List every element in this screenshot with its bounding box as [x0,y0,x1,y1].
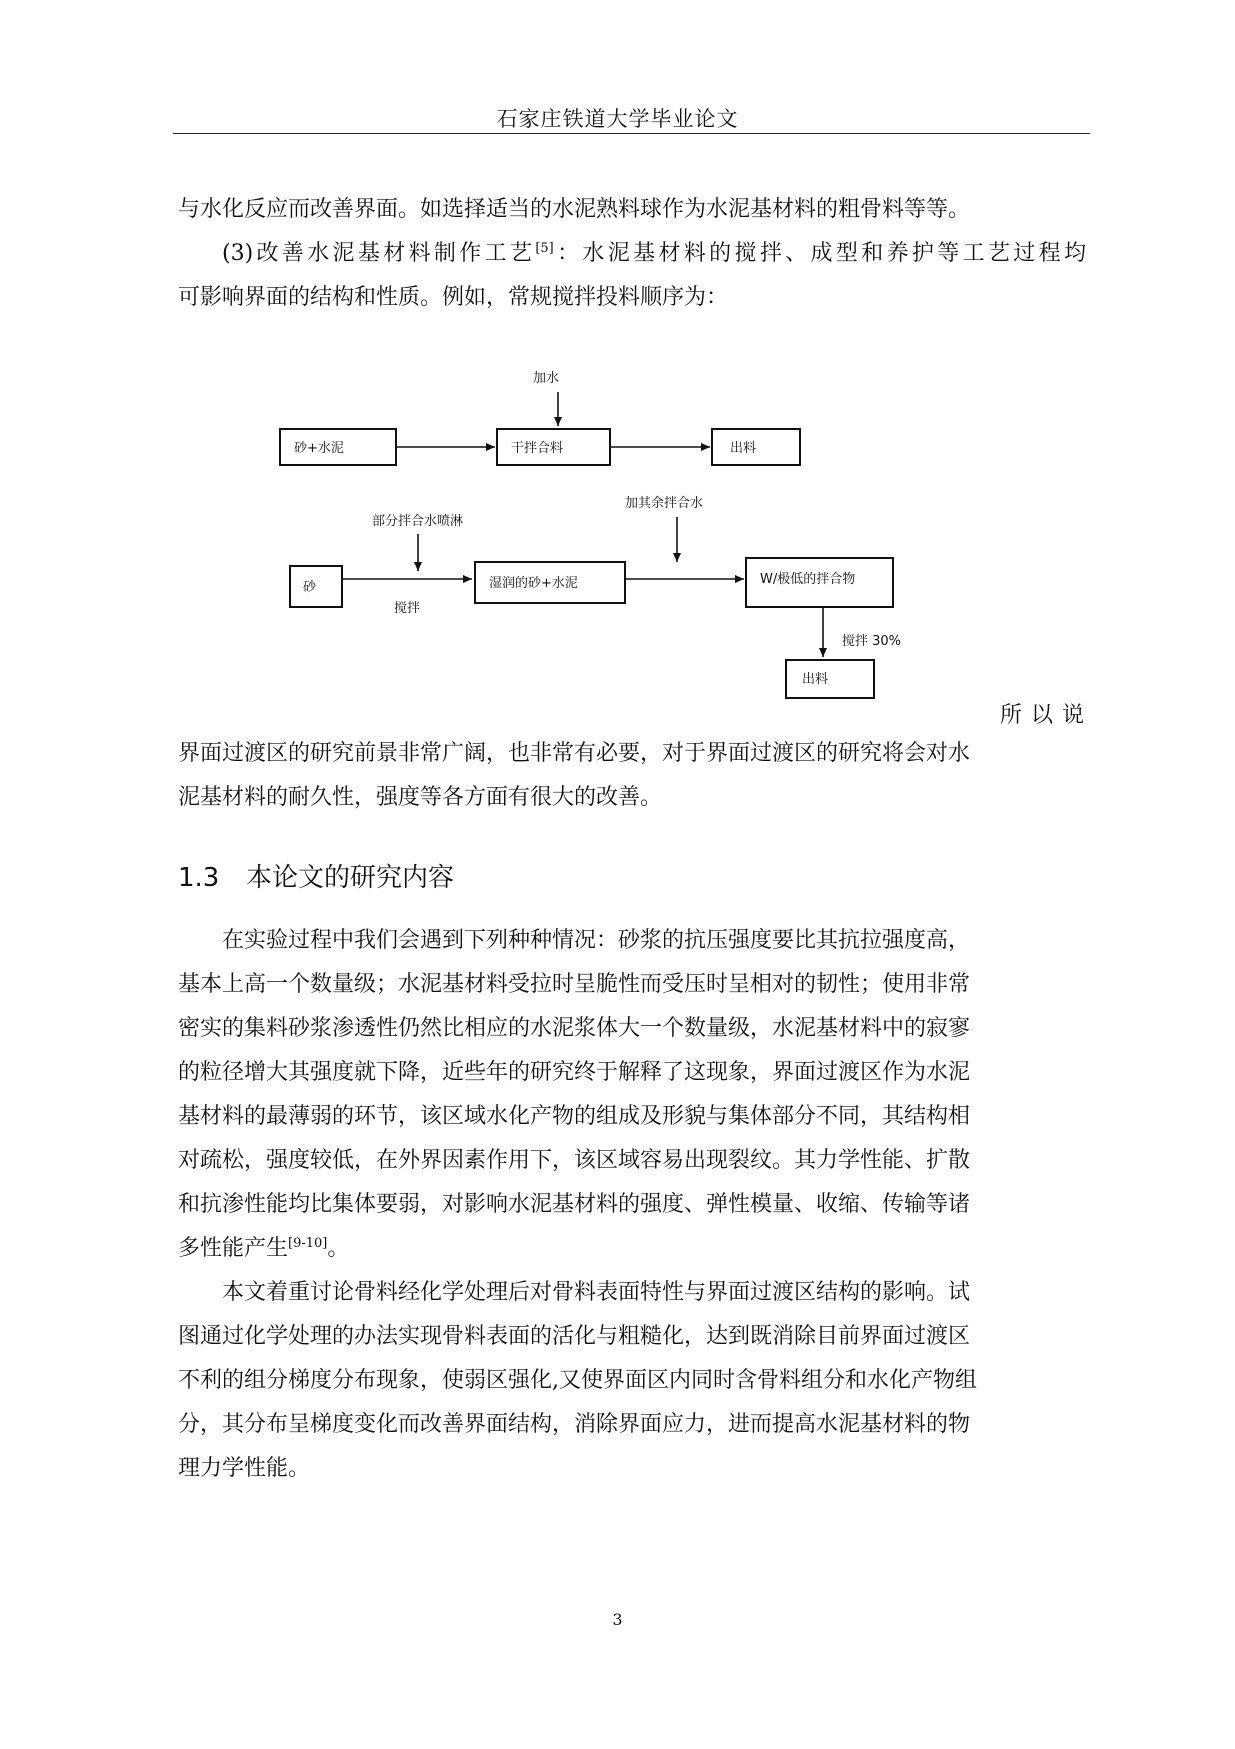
paragraph-line: 界面过渡区的研究前景非常广阔，也非常有必要，对于界面过渡区的研究将会对水 [178,741,971,766]
box-label: W/极低的拌合物 [760,572,856,587]
box-discharge [786,660,874,698]
text-run: 。 [327,1236,350,1261]
box-label: 湿润的砂+水泥 [489,576,578,591]
section-number: 1.3 [178,863,220,893]
paragraph-line: 在实验过程中我们会遇到下列种种情况：砂浆的抗压强度要比其抗拉强度高， [222,928,971,953]
box-label: 砂 [303,580,317,595]
paragraph-line: 可影响界面的结构和性质。例如，常规搅拌投料顺序为： [178,285,729,310]
mixing-flowchart [270,360,930,715]
box-label: 砂+水泥 [294,441,344,456]
paragraph-line: 和抗渗性能均比集体要弱，对影响水泥基材料的强度、弹性模量、收缩、传输等诸 [178,1192,971,1217]
label-stir: 搅拌 [394,601,421,616]
paragraph-line: 对疏松，强度较低，在外界因素作用下，该区域容易出现裂纹。其力学性能、扩散 [178,1148,971,1173]
label-spray-water: 部分拌合水喷淋 [372,514,464,529]
page-header-title: 石家庄铁道大学毕业论文 [496,107,739,131]
paragraph-line: 密实的集料砂浆渗透性仍然比相应的水泥浆体大一个数量级，水泥基材料中的寂寥 [178,1016,971,1041]
header-divider [173,133,1090,134]
paragraph-line: 的粒径增大其强度就下降，近些年的研究终于解释了这现象，界面过渡区作为水泥 [178,1060,971,1085]
paragraph-line: 理力学性能。 [178,1456,311,1481]
paragraph-line: 所以说 [1000,703,1094,728]
box-label: 出料 [802,672,829,687]
paragraph-line: 与水化反应而改善界面。如选择适当的水泥熟料球作为水泥基材料的粗骨料等等。 [178,197,971,222]
paragraph-line [178,1234,349,1264]
section-title: 本论文的研究内容 [246,863,455,893]
paragraph-line: 不利的组分梯度分布现象，使弱区强化,又使界面区内同时含骨料组分和水化产物组 [178,1368,977,1393]
text-run: ：水泥基材料的搅拌、成型和养护等工艺过程均 [553,241,1086,266]
citation-ref: [5] [535,241,554,256]
box-label: 出料 [730,441,757,456]
section-heading [178,857,454,894]
paragraph-line: 泥基材料的耐久性，强度等各方面有很大的改善。 [178,785,663,810]
text-run: (3)改善水泥基材料制作工艺 [222,241,536,266]
page-number: 3 [612,1610,623,1629]
paragraph-line: 分，其分布呈梯度变化而改善界面结构，消除界面应力，进而提高水泥基材料的物 [178,1412,971,1437]
label-stir-30: 搅拌 30% [842,634,902,649]
paragraph-line [178,239,1086,269]
box-label: 干拌合料 [511,441,564,456]
label-add-rest-water: 加其余拌合水 [625,496,704,511]
label-add-water: 加水 [533,371,560,386]
text-run: 多性能产生 [178,1236,289,1261]
paragraph-line: 本文着重讨论骨料经化学处理后对骨料表面特性与界面过渡区结构的影响。试 [222,1280,971,1305]
citation-ref: [9-10] [288,1236,328,1251]
paragraph-line: 基材料的最薄弱的环节，该区域水化产物的组成及形貌与集体部分不同，其结构相 [178,1104,971,1129]
paragraph-line: 图通过化学处理的办法实现骨料表面的活化与粗糙化，达到既消除目前界面过渡区 [178,1324,971,1349]
paragraph-line: 基本上高一个数量级；水泥基材料受拉时呈脆性而受压时呈相对的韧性；使用非常 [178,972,971,997]
